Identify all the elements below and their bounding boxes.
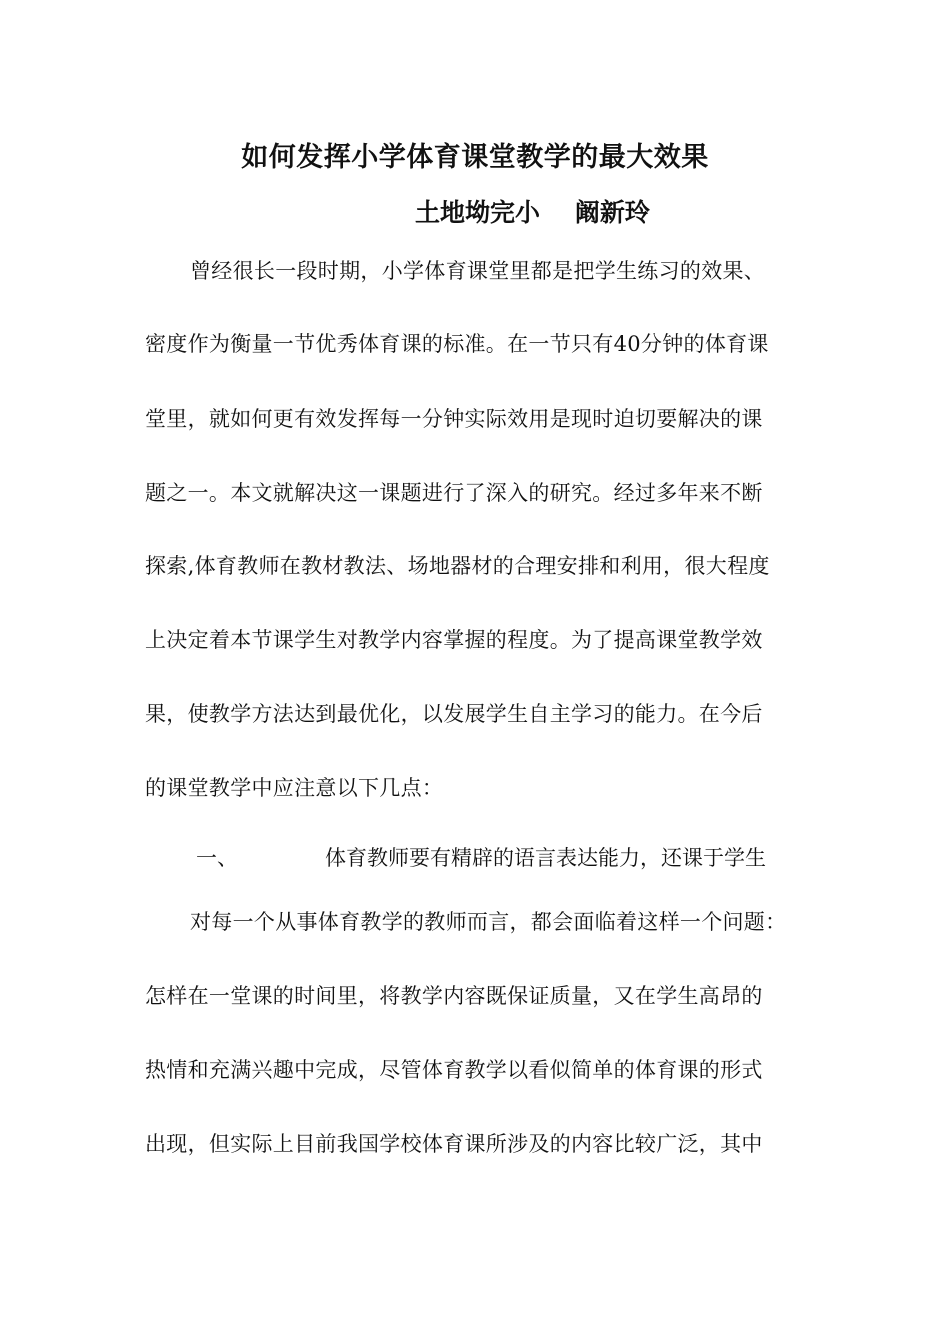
paragraph-line: 曾经很长一段时期，小学体育课堂里都是把学生练习的效果、 [190,259,766,283]
paragraph-line: 怎样在一堂课的时间里，将教学内容既保证质量，又在学生高昂的 [145,984,763,1008]
document-title: 如何发挥小学体育课堂教学的最大效果 [241,142,709,173]
section-heading: 体育教师要有精辟的语言表达能力，还课于学生 [325,846,766,870]
paragraph-line: 对每一个从事体育教学的教师而言，都会面临着这样一个问题： [190,910,787,934]
author-byline: 土地坳完小 阚新玲 [415,198,650,227]
paragraph-line: 出现，但实际上目前我国学校体育课所涉及的内容比较广泛，其中 [145,1132,763,1156]
paragraph-line: 堂里，就如何更有效发挥每一分钟实际效用是现时迫切要解决的课 [145,407,763,431]
paragraph-line: 的课堂教学中应注意以下几点： [145,776,444,800]
section-number: 一、 [196,846,238,870]
paragraph-line: 密度作为衡量一节优秀体育课的标准。在一节只有40分钟的体育课 [145,332,769,356]
paragraph-line: 题之一。本文就解决这一课题进行了深入的研究。经过多年来不断 [145,481,763,505]
paragraph-line: 上决定着本节课学生对教学内容掌握的程度。为了提高课堂教学效 [145,628,763,652]
paragraph-line: 果，使教学方法达到最优化，以发展学生自主学习的能力。在今后 [145,702,763,726]
paragraph-line: 热情和充满兴趣中完成，尽管体育教学以看似简单的体育课的形式 [145,1058,763,1082]
paragraph-line: 探索,体育教师在教材教法、场地器材的合理安排和利用，很大程度 [145,554,770,578]
